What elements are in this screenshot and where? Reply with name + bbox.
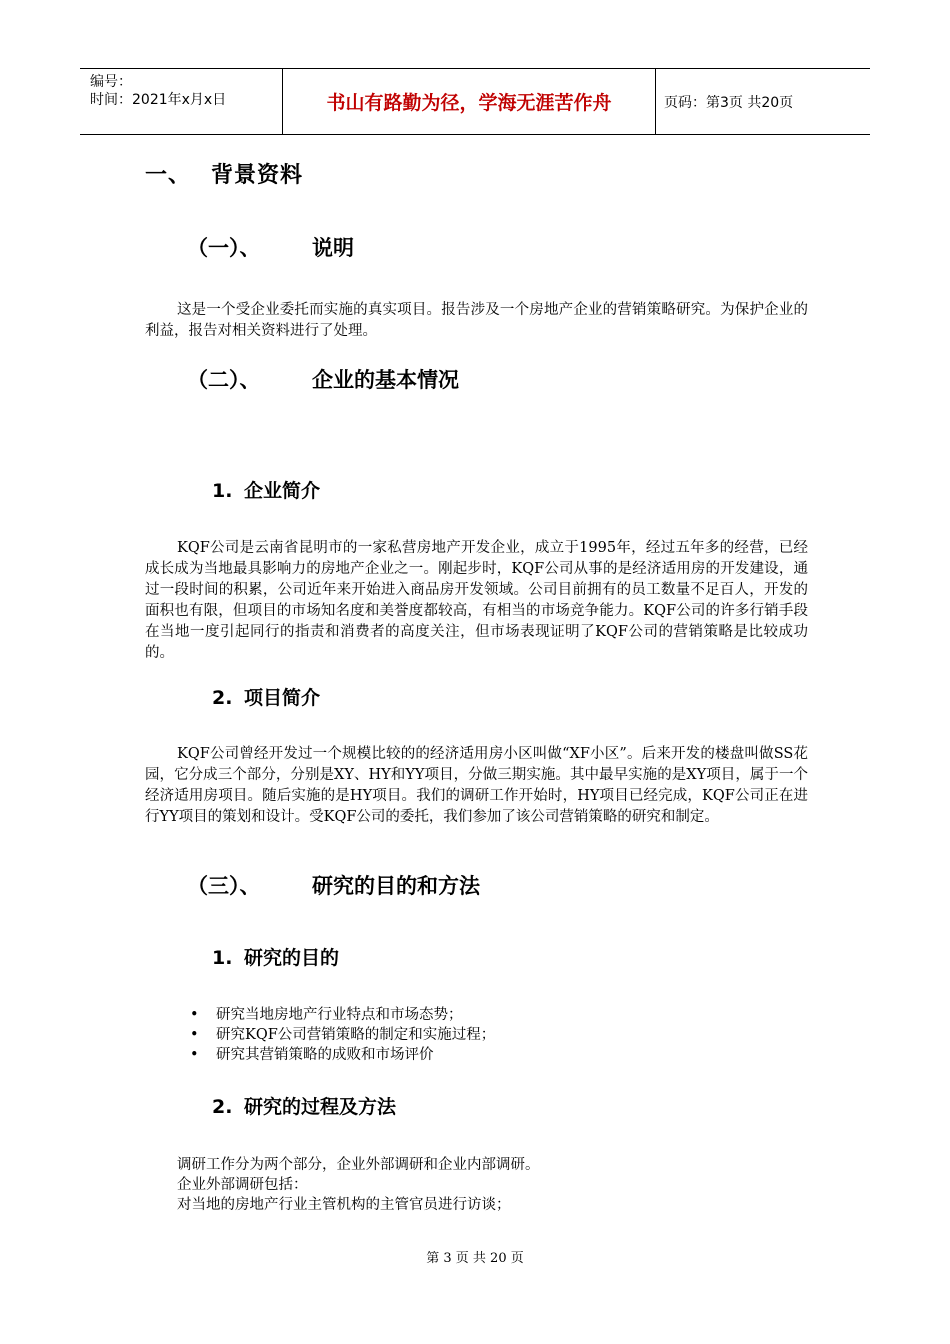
item-title: 项目简介 bbox=[244, 687, 321, 709]
item-number: 2. bbox=[212, 1096, 233, 1118]
item-title: 研究的过程及方法 bbox=[244, 1096, 397, 1118]
list-item: • 研究其营销策略的成败和市场评价 bbox=[190, 1047, 434, 1063]
section-number: 一、 bbox=[145, 163, 192, 188]
page-header bbox=[80, 68, 870, 135]
bullet-icon: • bbox=[190, 1007, 199, 1023]
list-item: • 研究KQF公司营销策略的制定和实施过程； bbox=[190, 1027, 496, 1043]
research-goal-list bbox=[190, 1005, 495, 1065]
subsection-heading-company bbox=[187, 364, 459, 394]
bullet-icon: • bbox=[190, 1047, 199, 1063]
paragraph-intro: 这是一个受企业委托而实施的真实项目。报告涉及一个房地产企业的营销策略研究。为保护企业的利益，报告对相关资料进行了处理。 bbox=[145, 302, 808, 339]
page-footer: 第 3 页 共 20 页 bbox=[426, 1251, 524, 1266]
doc-date-label: 时间：2021年x月x日 bbox=[90, 92, 227, 108]
header-left-cell bbox=[80, 69, 282, 134]
subsection-number: （二）、 bbox=[187, 368, 261, 392]
section-heading-background bbox=[145, 158, 303, 189]
subsection-title: 研究的目的和方法 bbox=[312, 874, 480, 898]
subsection-heading-research bbox=[187, 870, 480, 900]
paragraph-project-profile: KQF公司曾经开发过一个规模比较的的经济适用房小区叫做“XF小区”。后来开发的楼盘叫做SS花园，它分成三个部分，分别是XY、HY和YY项目，分做三期实施。其中最早实施的是XY项目，属于一个经济适用房项目。随后实施的是HY项目。我们的调研工作开始时，HY项目已经完成，KQF公司正在进行YY项目的策划和设计。受KQF公司的委托，我们参加了该公司营销策略的研究和制定。 bbox=[145, 746, 808, 825]
text-line: 企业外部调研包括： bbox=[177, 1177, 308, 1193]
subsection-number: （三）、 bbox=[187, 874, 261, 898]
subsection-title: 企业的基本情况 bbox=[312, 368, 459, 392]
doc-number-label: 编号： bbox=[90, 74, 132, 90]
paragraph-company-profile: KQF公司是云南省昆明市的一家私营房地产开发企业，成立于1995年，经过五年多的经营，已经成长成为当地最具影响力的房地产企业之一。刚起步时，KQF公司从事的是经济适用房的开发建设，通过一段时间的积累，公司近年来开始进入商品房开发领域。公司目前拥有的员工数量不足百人，开发的面积也有限，但项目的市场知名度和美誉度都较高，有相当的市场竞争能力。KQF公司的许多行销手段在当地一度引起同行的指责和消费者的高度关注，但市场表现证明了KQF公司的营销策略是比较成功的。 bbox=[145, 540, 808, 661]
item-heading-project-profile bbox=[212, 683, 320, 710]
list-item: • 研究当地房地产行业特点和市场态势； bbox=[190, 1007, 463, 1023]
item-number: 1. bbox=[212, 947, 233, 969]
item-title: 企业简介 bbox=[244, 480, 321, 502]
text-line: 调研工作分为两个部分，企业外部调研和企业内部调研。 bbox=[177, 1157, 540, 1173]
section-title: 背景资料 bbox=[211, 163, 304, 188]
subsection-number: （一）、 bbox=[187, 236, 261, 260]
header-motto: 书山有路勤为径，学海无涯苦作舟 bbox=[282, 69, 656, 134]
subsection-title: 说明 bbox=[312, 236, 354, 260]
item-title: 研究的目的 bbox=[244, 947, 340, 969]
text-line: 对当地的房地产行业主管机构的主管官员进行访谈； bbox=[177, 1197, 511, 1213]
item-heading-research-method bbox=[212, 1092, 396, 1119]
item-number: 1. bbox=[212, 480, 233, 502]
header-page-info: 页码：第3页 共20页 bbox=[664, 94, 794, 111]
subsection-heading-description bbox=[187, 232, 354, 262]
bullet-icon: • bbox=[190, 1027, 199, 1043]
item-heading-company-profile bbox=[212, 476, 320, 503]
item-heading-research-goal bbox=[212, 943, 339, 970]
item-number: 2. bbox=[212, 687, 233, 709]
